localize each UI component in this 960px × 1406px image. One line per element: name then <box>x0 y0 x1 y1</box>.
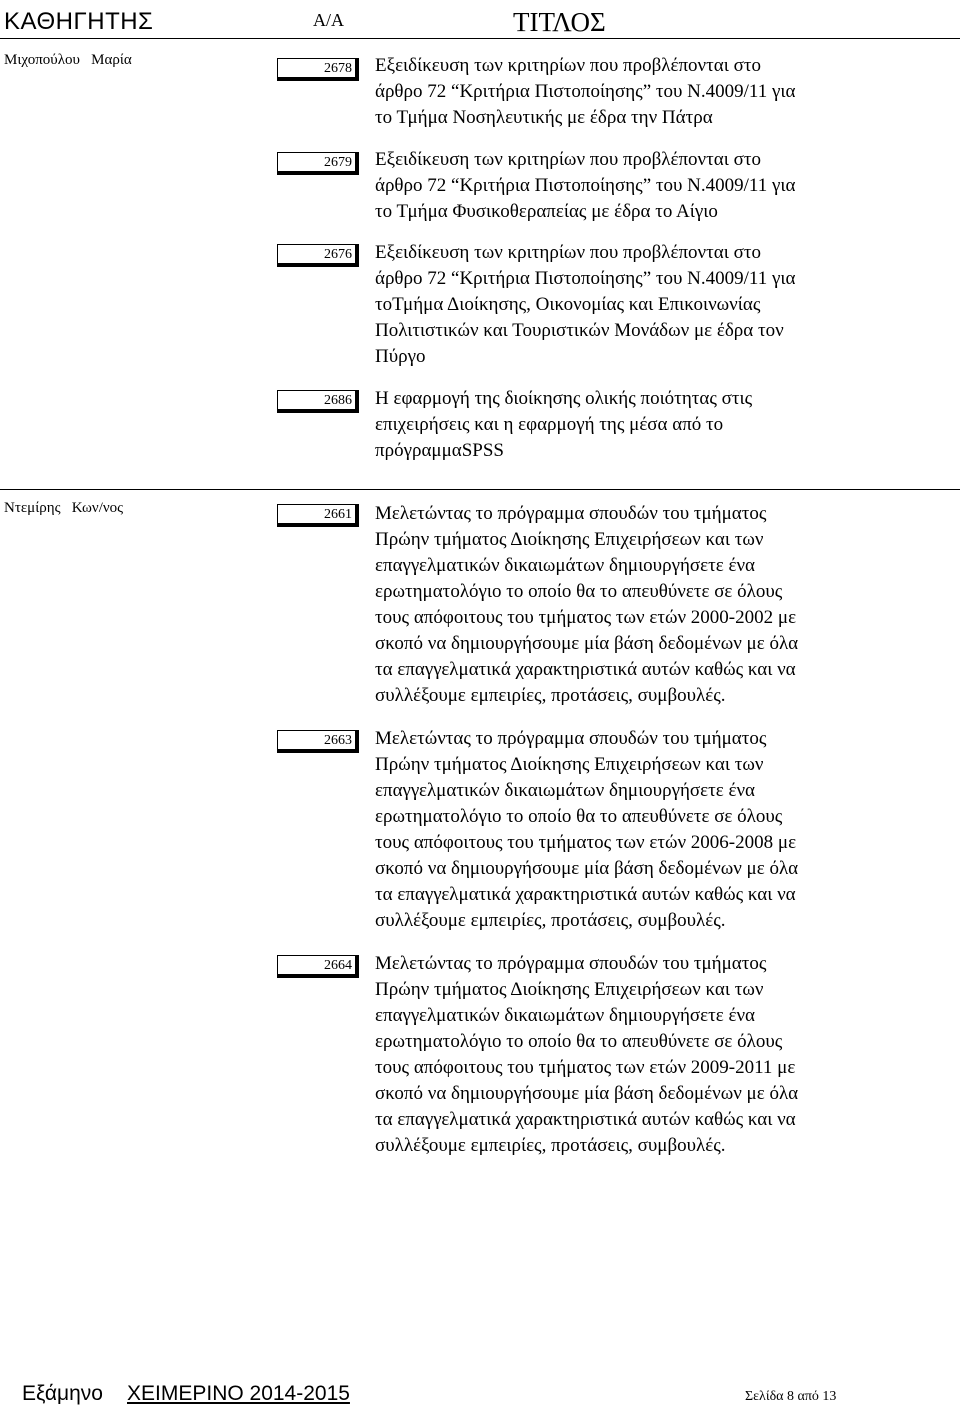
entry-number: 2686 <box>324 393 352 408</box>
footer-page-number: Σελίδα 8 από 13 <box>745 1389 837 1404</box>
table-header <box>0 0 960 42</box>
entry-number-box <box>277 244 359 267</box>
entry-title: Η εφαρμογή της διοίκησης ολικής ποιότητας στις επιχειρήσεις και η εφαρμογή της μέσα από το πρόγραμμαSPSS <box>375 388 753 461</box>
header-aa: Α/Α <box>313 10 344 30</box>
entry-number: 2663 <box>324 733 352 748</box>
professor-name: Μιχοπούλου Μαρία <box>4 52 132 68</box>
entry-number: 2676 <box>324 247 352 262</box>
header-professor: ΚΑΘΗΓΗΤΗΣ <box>4 8 154 35</box>
entry-number: 2661 <box>324 507 352 522</box>
professor-name: Ντεμίρης Κων/νος <box>4 500 124 516</box>
entry-number: 2679 <box>324 155 352 170</box>
entry-number-box <box>277 955 359 978</box>
group-divider <box>0 489 960 490</box>
header-divider <box>0 38 960 39</box>
entry-title: Εξειδίκευση των κριτηρίων που προβλέπονται στο άρθρο 72 “Κριτήρια Πιστοποίησης” του Ν.4009/11 για το Τμήμα Νοσηλευτικής με έδρα την Πάτρα <box>375 55 796 128</box>
entry-number-box <box>277 390 359 413</box>
header-title: ΤΙΤΛΟΣ <box>513 7 606 37</box>
entry-number-box <box>277 58 359 81</box>
entry-title: Μελετώντας το πρόγραμμα σπουδών του τμήματος Πρώην τμήματος Διοίκησης Επιχειρήσεων και των επαγγελματικών δικαιωμάτων δημιουργήσετε ένα ερωτηματολόγιο το οποίο θα το απευθύνετε σε όλους τους απόφοιτους του τμήματος των ετών 2000-2002 με σκοπό να δημιουργήσουμε μία βάση δεδομένων με όλα τα επαγγελματικά χαρακτηριστικά αυτών καθώς και να συλλέξουμε εμπειρίες, προτάσεις, συμβουλές. <box>375 503 799 706</box>
entry-title: Εξειδίκευση των κριτηρίων που προβλέπονται στο άρθρο 72 “Κριτήρια Πιστοποίησης” του Ν.4009/11 για το Τμήμα Φυσικοθεραπείας με έδρα το Αίγιο <box>375 149 796 222</box>
entry-number: 2664 <box>324 958 352 973</box>
entry-number-box <box>277 152 359 175</box>
entry-number-box <box>277 730 359 753</box>
entry-number: 2678 <box>324 61 352 76</box>
entry-title: Εξειδίκευση των κριτηρίων που προβλέπονται στο άρθρο 72 “Κριτήρια Πιστοποίησης” του Ν.4009/11 για τοΤμήμα Διοίκησης, Οικονομίας και Επικοινωνίας Πολιτιστικών και Τουριστικών Μονάδων με έδρα τον Πύργο <box>375 242 796 367</box>
footer-term: ΧΕΙΜΕΡΙΝΟ 2014-2015 <box>127 1382 350 1405</box>
entry-title: Μελετώντας το πρόγραμμα σπουδών του τμήματος Πρώην τμήματος Διοίκησης Επιχειρήσεων και των επαγγελματικών δικαιωμάτων δημιουργήσετε ένα ερωτηματολόγιο το οποίο θα το απευθύνετε σε όλους τους απόφοιτους του τμήματος των ετών 2006-2008 με σκοπό να δημιουργήσουμε μία βάση δεδομένων με όλα τα επαγγελματικά χαρακτηριστικά αυτών καθώς και να συλλέξουμε εμπειρίες, προτάσεις, συμβουλές. <box>375 728 799 931</box>
footer-semester-label: Εξάμηνο <box>22 1382 103 1405</box>
page-footer <box>0 1380 960 1406</box>
entry-number-box <box>277 504 359 527</box>
entry-title: Μελετώντας το πρόγραμμα σπουδών του τμήματος Πρώην τμήματος Διοίκησης Επιχειρήσεων και των επαγγελματικών δικαιωμάτων δημιουργήσετε ένα ερωτηματολόγιο το οποίο θα το απευθύνετε σε όλους τους απόφοιτους του τμήματος των ετών 2009-2011 με σκοπό να δημιουργήσουμε μία βάση δεδομένων με όλα τα επαγγελματικά χαρακτηριστικά αυτών καθώς και να συλλέξουμε εμπειρίες, προτάσεις, συμβουλές. <box>375 953 799 1156</box>
